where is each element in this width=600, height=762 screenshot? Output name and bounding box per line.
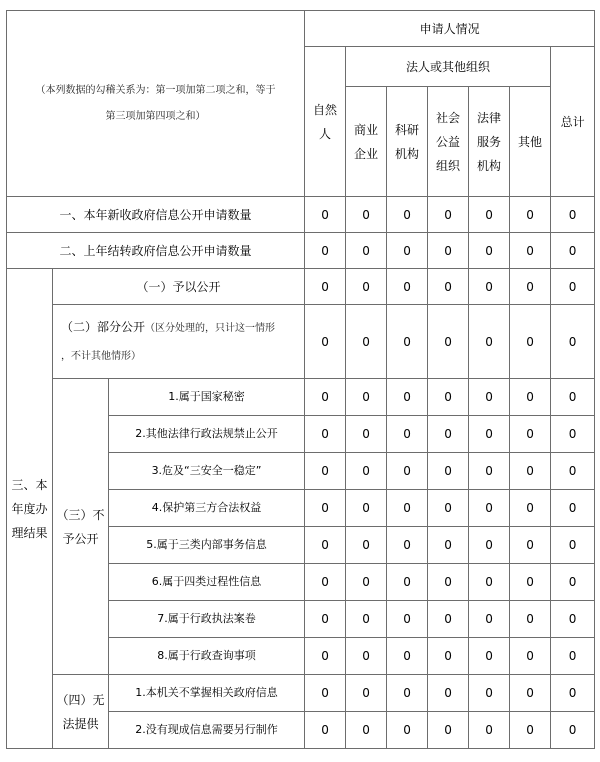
- table-cell: 0: [510, 453, 551, 490]
- table-cell: 0: [346, 490, 387, 527]
- commercial-header: [346, 87, 387, 197]
- row-label-new-applications: 一、本年新收政府信息公开申请数量: [7, 197, 305, 233]
- row-label-process-info: 6.属于四类过程性信息: [109, 564, 305, 601]
- table-row-disclosed: [7, 269, 595, 305]
- section3-label-3: 理结果: [11, 525, 48, 540]
- section3-label-2: 年度办: [11, 501, 48, 516]
- total-header: 总计: [551, 47, 595, 197]
- table-cell: 0: [387, 675, 428, 712]
- table-cell: 0: [428, 453, 469, 490]
- table-cell: 0: [551, 564, 595, 601]
- table-cell: 0: [510, 527, 551, 564]
- partial-main-label: （二）部分公开: [61, 319, 146, 334]
- table-cell: 0: [305, 453, 346, 490]
- table-cell: 0: [387, 269, 428, 305]
- table-cell: 0: [428, 601, 469, 638]
- table-cell: 0: [428, 527, 469, 564]
- table-cell: 0: [387, 564, 428, 601]
- table-cell: 0: [305, 564, 346, 601]
- table-cell: 0: [305, 416, 346, 453]
- row-label-law-prohibited: 2.其他法律行政法规禁止公开: [109, 416, 305, 453]
- table-cell: 0: [551, 490, 595, 527]
- table-cell: 0: [305, 490, 346, 527]
- table-cell: 0: [305, 601, 346, 638]
- table-cell: 0: [387, 490, 428, 527]
- commercial-label-2: 企业: [354, 146, 379, 161]
- table-cell: 0: [551, 712, 595, 749]
- row-label-three-security: 3.危及“三安全一稳定”: [109, 453, 305, 490]
- social-label-2: 公益: [436, 134, 461, 149]
- table-cell: 0: [469, 490, 510, 527]
- section3-label: [7, 269, 53, 749]
- not-disclosed-label-2: 予公开: [62, 531, 99, 546]
- table-cell: 0: [346, 453, 387, 490]
- row-label-disclosed: （一）予以公开: [53, 269, 305, 305]
- table-cell: 0: [469, 564, 510, 601]
- table-cell: 0: [428, 197, 469, 233]
- unable-label-2: 法提供: [62, 716, 99, 731]
- table-cell: 0: [469, 527, 510, 564]
- table-cell: 0: [551, 453, 595, 490]
- table-cell: 0: [305, 269, 346, 305]
- table-cell: 0: [510, 305, 551, 379]
- legal-service-label-1: 法律: [477, 110, 502, 125]
- table-cell: 0: [469, 197, 510, 233]
- table-cell: 0: [305, 638, 346, 675]
- unable-label-1: （四）无: [56, 692, 105, 707]
- research-label-1: 科研: [395, 122, 420, 137]
- table-cell: 0: [346, 638, 387, 675]
- table-cell: 0: [510, 638, 551, 675]
- table-cell: 0: [305, 712, 346, 749]
- table-cell: 0: [387, 453, 428, 490]
- row-label-needs-creation: 2.没有现成信息需要另行制作: [109, 712, 305, 749]
- legal-service-label-3: 机构: [477, 158, 502, 173]
- natural-person-label-1: 自然: [313, 102, 338, 117]
- table-cell: 0: [387, 233, 428, 269]
- table-cell: 0: [510, 601, 551, 638]
- table-cell: 0: [346, 233, 387, 269]
- not-disclosed-label: [53, 379, 109, 675]
- legal-entities-header: 法人或其他组织: [346, 47, 551, 87]
- table-cell: 0: [346, 416, 387, 453]
- table-cell: 0: [305, 233, 346, 269]
- table-cell: 0: [551, 416, 595, 453]
- application-statistics-table: [6, 10, 595, 749]
- legal-service-header: [469, 87, 510, 197]
- table-cell: 0: [469, 305, 510, 379]
- table-cell: 0: [469, 453, 510, 490]
- table-row: [7, 675, 595, 712]
- table-row-partially-disclosed: [7, 305, 595, 379]
- table-cell: 0: [469, 675, 510, 712]
- table-cell: 0: [428, 564, 469, 601]
- note-line-2: 第三项加第四项之和）: [105, 110, 206, 122]
- table-cell: 0: [387, 601, 428, 638]
- row-label-admin-inquiry: 8.属于行政查询事项: [109, 638, 305, 675]
- table-cell: 0: [428, 269, 469, 305]
- row-label-enforcement-files: 7.属于行政执法案卷: [109, 601, 305, 638]
- table-cell: 0: [469, 712, 510, 749]
- table-cell: 0: [428, 379, 469, 416]
- table-cell: 0: [305, 305, 346, 379]
- table-cell: 0: [469, 638, 510, 675]
- table-cell: 0: [428, 490, 469, 527]
- table-cell: 0: [387, 712, 428, 749]
- table-cell: 0: [551, 305, 595, 379]
- commercial-label-1: 商业: [354, 122, 379, 137]
- table-cell: 0: [428, 305, 469, 379]
- natural-person-label-2: 人: [319, 126, 332, 141]
- table-cell: 0: [428, 233, 469, 269]
- table-cell: 0: [510, 233, 551, 269]
- table-cell: 0: [551, 233, 595, 269]
- table-cell: 0: [428, 638, 469, 675]
- table-cell: 0: [551, 527, 595, 564]
- unable-to-provide-label: [53, 675, 109, 749]
- table-cell: 0: [305, 379, 346, 416]
- table-cell: 0: [510, 379, 551, 416]
- table-cell: 0: [305, 527, 346, 564]
- table-cell: 0: [346, 269, 387, 305]
- table-cell: 0: [428, 675, 469, 712]
- table-cell: 0: [387, 379, 428, 416]
- table-cell: 0: [305, 197, 346, 233]
- table-cell: 0: [551, 601, 595, 638]
- table-cell: 0: [551, 379, 595, 416]
- table-cell: 0: [510, 197, 551, 233]
- header-row-1: [7, 11, 595, 47]
- table-cell: 0: [428, 712, 469, 749]
- research-header: [387, 87, 428, 197]
- table-cell: 0: [346, 527, 387, 564]
- row-label-internal-affairs: 5.属于三类内部事务信息: [109, 527, 305, 564]
- table-row-new-applications: [7, 197, 595, 233]
- header-note-cell: [7, 11, 305, 197]
- section3-label-1: 三、本: [11, 477, 48, 492]
- table-cell: 0: [551, 197, 595, 233]
- table-cell: 0: [551, 638, 595, 675]
- partial-note-1: （区分处理的，只计这一情形: [145, 322, 276, 334]
- table-cell: 0: [469, 416, 510, 453]
- social-header: [428, 87, 469, 197]
- social-label-3: 组织: [436, 158, 461, 173]
- table-cell: 0: [346, 564, 387, 601]
- table-cell: 0: [387, 305, 428, 379]
- table-cell: 0: [510, 712, 551, 749]
- table-cell: 0: [469, 379, 510, 416]
- table-row-carried-over: [7, 233, 595, 269]
- table-cell: 0: [346, 712, 387, 749]
- table-cell: 0: [510, 675, 551, 712]
- table-cell: 0: [469, 233, 510, 269]
- research-label-2: 机构: [395, 146, 420, 161]
- not-disclosed-label-1: （三）不: [56, 507, 105, 522]
- table-cell: 0: [346, 379, 387, 416]
- table-cell: 0: [346, 197, 387, 233]
- table-cell: 0: [387, 638, 428, 675]
- table-row: [7, 379, 595, 416]
- partial-note-2: ，不计其他情形）: [61, 350, 141, 362]
- table-cell: 0: [510, 490, 551, 527]
- table-cell: 0: [346, 305, 387, 379]
- note-line-1: （本列数据的勾稽关系为：第一项加第二项之和，等于: [35, 84, 276, 96]
- table-cell: 0: [305, 675, 346, 712]
- other-header: 其他: [510, 87, 551, 197]
- table-cell: 0: [387, 527, 428, 564]
- table-cell: 0: [469, 601, 510, 638]
- table-cell: 0: [428, 416, 469, 453]
- table-cell: 0: [387, 197, 428, 233]
- table-cell: 0: [551, 675, 595, 712]
- table-cell: 0: [510, 564, 551, 601]
- table-cell: 0: [469, 269, 510, 305]
- legal-service-label-2: 服务: [477, 134, 502, 149]
- table-cell: 0: [387, 416, 428, 453]
- table-cell: 0: [510, 269, 551, 305]
- row-label-carried-over: 二、上年结转政府信息公开申请数量: [7, 233, 305, 269]
- social-label-1: 社会: [436, 110, 461, 125]
- row-label-third-party: 4.保护第三方合法权益: [109, 490, 305, 527]
- applicant-header: 申请人情况: [305, 11, 595, 47]
- natural-person-header: [305, 47, 346, 197]
- table-cell: 0: [510, 416, 551, 453]
- row-label-partially-disclosed: [53, 305, 305, 379]
- row-label-state-secret: 1.属于国家秘密: [109, 379, 305, 416]
- table-cell: 0: [551, 269, 595, 305]
- table-cell: 0: [346, 601, 387, 638]
- table-cell: 0: [346, 675, 387, 712]
- row-label-not-held: 1.本机关不掌握相关政府信息: [109, 675, 305, 712]
